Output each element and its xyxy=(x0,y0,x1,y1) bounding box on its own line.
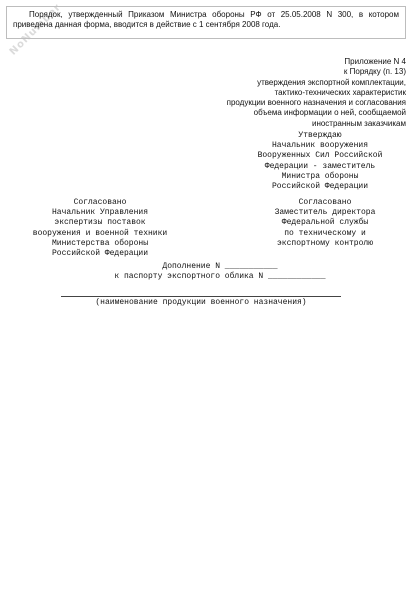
appendix-line: иностранным заказчикам xyxy=(311,118,406,128)
agreed-left-line: экспертизы поставок xyxy=(54,218,146,228)
approval-line: Вооруженных Сил Российской xyxy=(257,151,383,161)
agreed-right-line: Федеральной службы xyxy=(281,218,369,228)
product-name-rule xyxy=(61,296,341,297)
addendum-number-line: Дополнение N ___________ xyxy=(162,262,278,271)
addendum-block xyxy=(60,262,380,282)
appendix-line: утверждения экспортной комплектации, xyxy=(257,77,406,87)
agreed-right-line: Согласовано xyxy=(298,198,352,207)
agreed-left-line: Министерства обороны xyxy=(51,238,148,248)
watermark: NoNumber xyxy=(7,1,64,58)
agreed-right-line: по техническому и xyxy=(284,228,366,238)
agreed-left-line: Начальник Управления xyxy=(51,208,148,218)
appendix-line: к Порядку (п. 13) xyxy=(343,67,406,77)
product-name-caption: (наименование продукции военного назначения) xyxy=(95,298,307,307)
appendix-line: продукции военного назначения и согласования xyxy=(226,98,406,108)
passport-number-line: к паспорту экспортного облика N ____________ xyxy=(114,272,326,282)
approval-line: Федерации - заместитель xyxy=(264,161,376,171)
appendix-line: объема информации о ней, сообщаемой xyxy=(253,108,406,118)
approval-line: Российской Федерации xyxy=(271,182,368,192)
approval-line: Утверждаю xyxy=(298,131,342,140)
approval-line: Министра обороны xyxy=(281,171,359,181)
effective-date-note: Порядок, утвержденный Приказом Министра обороны РФ от 25.05.2008 N 300, в котором приведена данная форма, вводится в действие с 1 сентября 2008 года. xyxy=(6,6,406,39)
agreed-right-line: Заместитель директора xyxy=(274,208,376,218)
agreed-right-line: экспортному контролю xyxy=(276,238,373,248)
appendix-header xyxy=(166,57,406,129)
appendix-line: тактико-технических характеристик xyxy=(274,87,406,97)
approval-block xyxy=(238,131,402,192)
approval-line: Начальник вооружения xyxy=(271,141,368,151)
agreed-left-line: Согласовано xyxy=(73,198,127,207)
agreed-left-line: Российской Федерации xyxy=(51,249,148,259)
appendix-line: Приложение N 4 xyxy=(344,57,406,66)
agreed-left-line: вооружения и военной техники xyxy=(32,228,168,238)
agreed-block-left xyxy=(25,198,175,259)
agreed-block-right xyxy=(244,198,406,249)
